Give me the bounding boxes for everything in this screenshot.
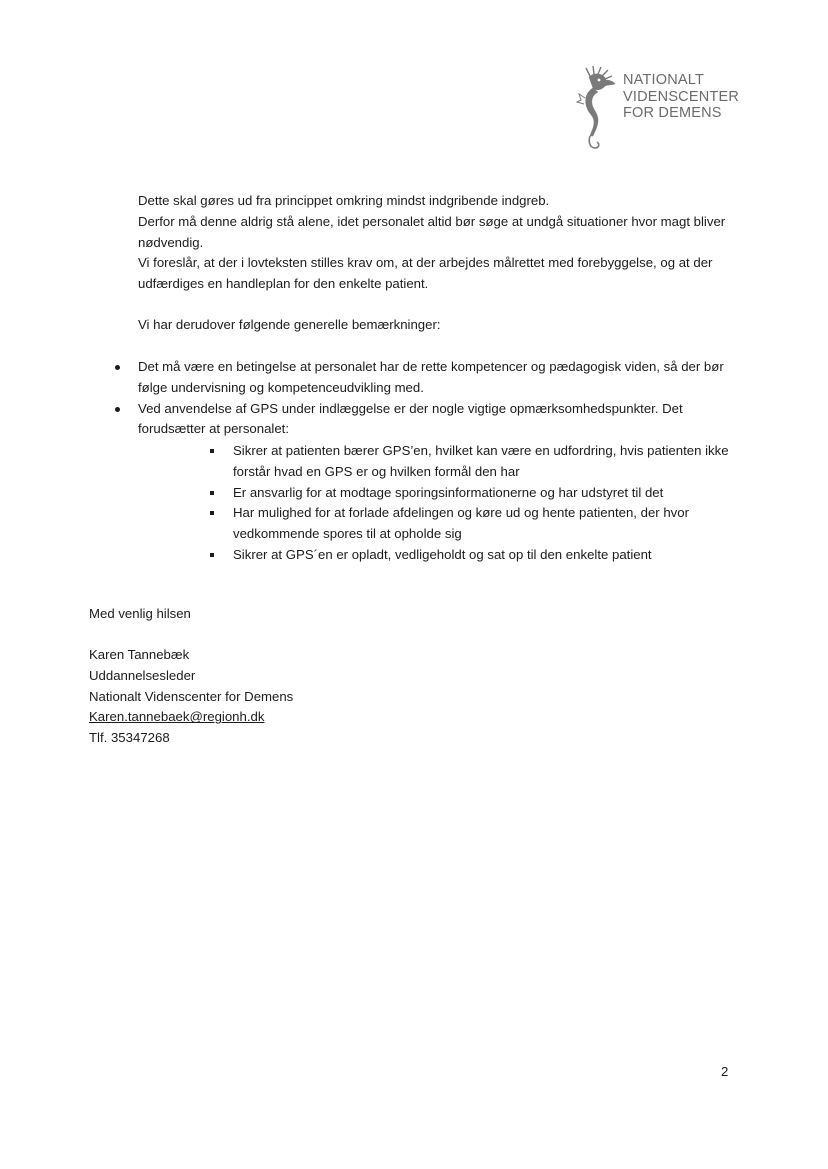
bullet-item [138, 357, 738, 399]
signature-block [89, 645, 293, 749]
sub-bullet-item [233, 441, 733, 483]
logo [572, 64, 762, 154]
square-bullet-icon [210, 553, 214, 557]
bullet-text: Det må være en betingelse at personalet har de rette kompetencer og pædagogisk viden, så der bør følge undervisning og kompetenceudvikling med. [138, 359, 724, 395]
signature-title: Uddannelsesleder [89, 667, 196, 683]
square-bullet-icon [210, 511, 214, 515]
bullet-item [138, 399, 738, 441]
logo-line: NATIONALT [623, 72, 705, 88]
intro-paragraph: Vi foreslår, at der i lovteksten stilles krav om, at der arbejdes målrettet med forebyggelse, og at der udfærdiges en handleplan for den enkelte patient. [138, 255, 713, 292]
logo-line: VIDENSCENTER [623, 88, 739, 105]
bullet-dot-icon [115, 407, 120, 412]
logo-line: FOR DEMENS [623, 105, 722, 121]
sub-bullet-item [233, 503, 733, 545]
sub-bullet-text: Sikrer at GPS´en er opladt, vedligeholdt og sat op til den enkelte patient [233, 546, 652, 562]
closing-greeting: Med venlig hilsen [89, 606, 191, 621]
sub-bullet-item [233, 545, 733, 566]
bullet-list [138, 357, 738, 440]
sub-bullet-item [233, 483, 733, 504]
square-bullet-icon [210, 449, 214, 453]
page-number: 2 [721, 1064, 729, 1079]
square-bullet-icon [210, 491, 214, 495]
bullet-dot-icon [115, 365, 120, 370]
sub-bullet-list [233, 441, 733, 566]
intro-text [138, 191, 738, 295]
signature-org: Nationalt Videnscenter for Demens [89, 688, 294, 704]
intro-paragraph: Derfor må denne aldrig stå alene, idet personalet altid bør søge at undgå situationer hvor magt bliver nødvendig. [138, 213, 726, 250]
email-link[interactable]: Karen.tannebaek@regionh.dk [89, 709, 265, 725]
general-remarks-heading: Vi har derudover følgende generelle bemærkninger: [138, 317, 441, 332]
seahorse-icon [572, 64, 620, 154]
sub-bullet-text: Har mulighed for at forlade afdelingen og køre ud og hente patienten, der hvor vedkommende spores til at opholde sig [233, 505, 689, 542]
logo-text [623, 72, 739, 122]
sub-bullet-text: Er ansvarlig for at modtage sporingsinformationerne og har udstyret til det [233, 484, 664, 500]
intro-paragraph: Dette skal gøres ud fra princippet omkring mindst indgribende indgreb. [138, 193, 550, 208]
bullet-text: Ved anvendelse af GPS under indlæggelse er der nogle vigtige opmærksomhedspunkter. Det forudsætter at personalet: [138, 400, 683, 437]
signature-phone: Tlf. 35347268 [89, 730, 170, 746]
sub-bullet-text: Sikrer at patienten bærer GPS’en, hvilket kan være en udfordring, hvis patienten ikke forstår hvad en GPS er og hvilken formål den har [233, 443, 729, 479]
signature-name: Karen Tannebæk [89, 647, 190, 662]
